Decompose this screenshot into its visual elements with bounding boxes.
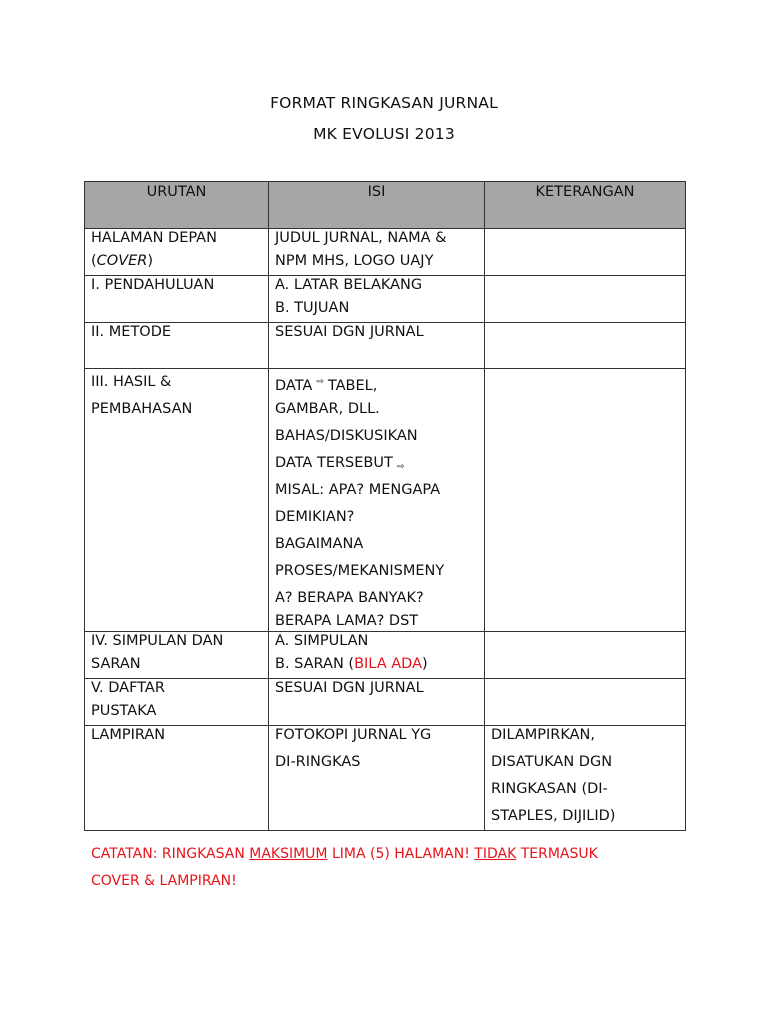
cell-line: SESUAI DGN JURNAL — [275, 324, 424, 340]
cell-isi — [269, 726, 485, 831]
cell-line: IV. SIMPULAN DAN — [91, 633, 224, 649]
cell-line: III. HASIL & — [91, 374, 172, 390]
cell-line: STAPLES, DIJILID) — [491, 808, 616, 824]
table-row — [85, 632, 686, 679]
cell-line: NPM MHS, LOGO UAJY — [275, 253, 434, 269]
cell-urutan — [85, 369, 269, 632]
cell-line: GAMBAR, DLL. — [275, 401, 380, 417]
note-line-2: COVER & LAMPIRAN! — [91, 873, 237, 889]
cell-line: DILAMPIRKAN, — [491, 727, 596, 743]
cell-isi — [269, 276, 485, 323]
cell-urutan — [85, 323, 269, 369]
cell-line: DI-RINGKAS — [275, 754, 361, 770]
arrow-icon: ⇨ — [316, 377, 324, 387]
cell-isi — [269, 679, 485, 726]
header-keterangan: KETERANGAN — [485, 182, 686, 229]
cell-line: A. SIMPULAN — [275, 633, 369, 649]
cell-isi — [269, 632, 485, 679]
cell-keterangan — [485, 229, 686, 276]
cell-urutan — [85, 276, 269, 323]
cell-isi — [269, 229, 485, 276]
cell-urutan — [85, 726, 269, 831]
document-title: FORMAT RINGKASAN JURNAL — [270, 94, 498, 112]
cell-line: BAGAIMANA — [275, 536, 364, 552]
cell-line: V. DAFTAR — [91, 680, 165, 696]
cell-line: BERAPA LAMA? DST — [275, 613, 419, 629]
cell-line: MISAL: APA? MENGAPA — [275, 482, 441, 498]
cell-line: SESUAI DGN JURNAL — [275, 680, 424, 696]
cell-line: HALAMAN DEPAN — [91, 230, 217, 246]
cell-line: PUSTAKA — [91, 703, 157, 719]
cell-line: B. TUJUAN — [275, 300, 350, 316]
cell-line: II. METODE — [91, 324, 172, 340]
cell-keterangan — [485, 632, 686, 679]
note-line-1: CATATAN: RINGKASAN MAKSIMUM LIMA (5) HALAMAN! TIDAK TERMASUK — [91, 846, 598, 862]
cell-keterangan — [485, 369, 686, 632]
cell-isi — [269, 369, 485, 632]
arrow-icon: ⇨ — [396, 462, 405, 472]
cell-line: JUDUL JURNAL, NAMA & — [275, 230, 447, 246]
cell-keterangan — [485, 323, 686, 369]
cell-line: DATA TERSEBUT ⇨ — [275, 455, 405, 472]
table-row — [85, 726, 686, 831]
table-row — [85, 369, 686, 632]
note-emphasis: MAKSIMUM — [249, 846, 328, 862]
cell-line: RINGKASAN (DI- — [491, 781, 608, 797]
cell-line: DISATUKAN DGN — [491, 754, 613, 770]
cell-line: DATA ⇨ TABEL, — [275, 377, 378, 394]
cell-line: LAMPIRAN — [91, 727, 166, 743]
cell-line: BAHAS/DISKUSIKAN — [275, 428, 418, 444]
cell-line: A. LATAR BELAKANG — [275, 277, 423, 293]
cell-line: DEMIKIAN? — [275, 509, 355, 525]
cell-keterangan — [485, 679, 686, 726]
document-subtitle: MK EVOLUSI 2013 — [313, 125, 455, 143]
cell-line: PROSES/MEKANISMENY — [275, 563, 445, 579]
cell-urutan — [85, 229, 269, 276]
cell-line: SARAN — [91, 656, 141, 672]
header-urutan: URUTAN — [85, 182, 269, 229]
cell-line: B. SARAN (BILA ADA) — [275, 656, 428, 672]
summary-format-table — [84, 181, 686, 831]
table-row — [85, 276, 686, 323]
cell-line: (COVER) — [91, 253, 154, 269]
cell-line: A? BERAPA BANYAK? — [275, 590, 424, 606]
cell-line: FOTOKOPI JURNAL YG — [275, 727, 432, 743]
header-isi: ISI — [269, 182, 485, 229]
cell-urutan — [85, 632, 269, 679]
cell-line: I. PENDAHULUAN — [91, 277, 215, 293]
note-emphasis: TIDAK — [474, 846, 517, 862]
cover-italic: COVER — [96, 253, 148, 269]
table-row — [85, 229, 686, 276]
table-row — [85, 323, 686, 369]
cell-isi — [269, 323, 485, 369]
table-header-row — [85, 182, 686, 229]
optional-note: BILA ADA — [354, 656, 422, 672]
cell-keterangan — [485, 726, 686, 831]
table-row — [85, 679, 686, 726]
cell-urutan — [85, 679, 269, 726]
cell-keterangan — [485, 276, 686, 323]
cell-line: PEMBAHASAN — [91, 401, 193, 417]
